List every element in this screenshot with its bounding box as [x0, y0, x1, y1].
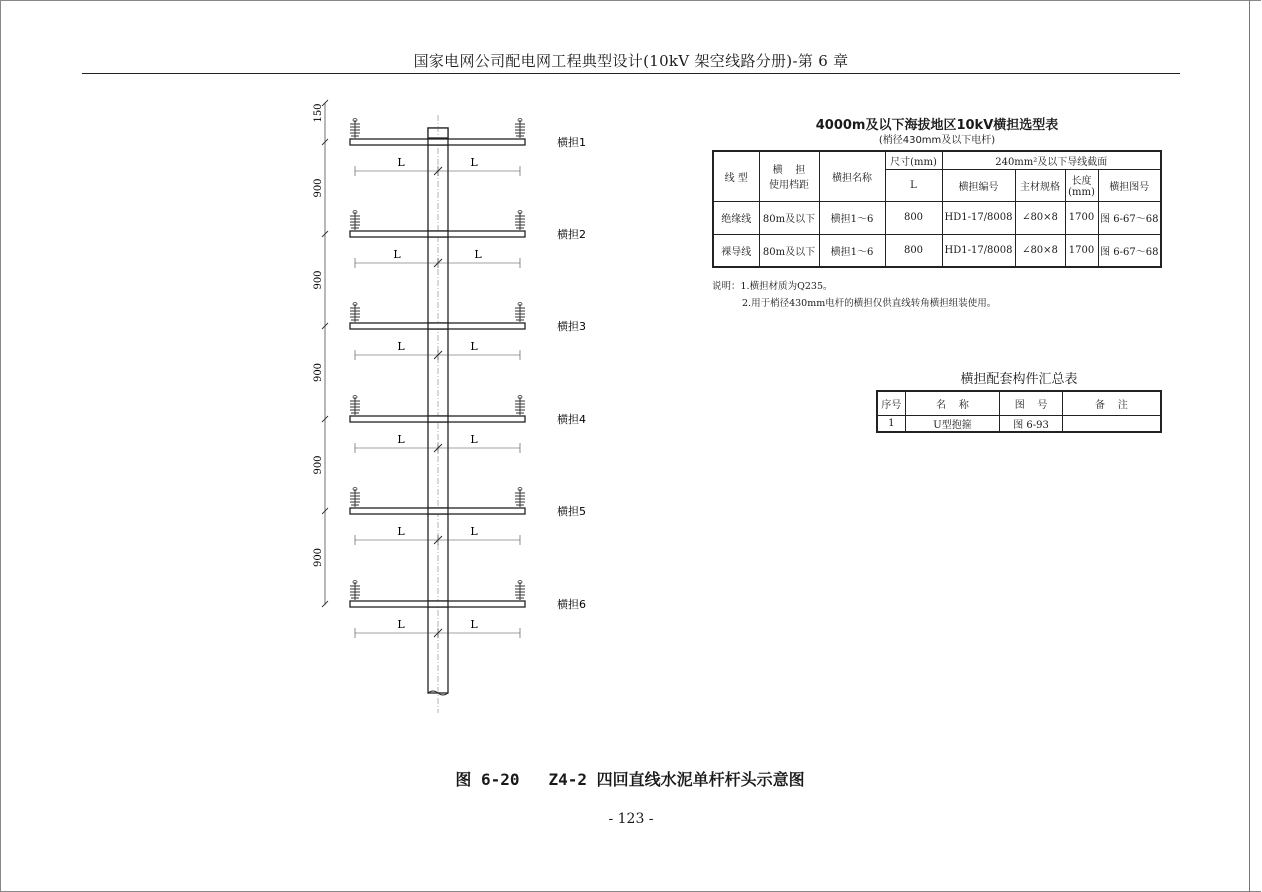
parts-summary-table	[876, 390, 1162, 433]
crossarm-selection-table	[712, 150, 1162, 268]
cell-no: 1	[877, 415, 905, 432]
insulator-icon	[515, 396, 525, 416]
note-2: 2.用于梢径430mm电杆的横担仅供直线转角横担组装使用。	[742, 298, 997, 309]
dimension-label: 900	[313, 362, 324, 383]
dimension-label: 900	[313, 178, 324, 198]
cell-length: 1700	[1065, 234, 1098, 267]
cell-code: HD1-17/8008	[942, 234, 1015, 267]
span-label: L	[474, 248, 482, 261]
crossarm-label: 横担5	[557, 505, 586, 518]
header-size: 尺寸(mm)	[885, 151, 942, 169]
header-crossarm-span-line2: 使用档距	[769, 180, 809, 192]
header-drawing-no: 图 号	[1000, 391, 1062, 415]
selection-table-title: 4000m及以下海拔地区10kV横担选型表	[815, 118, 1059, 133]
span-label: L	[470, 156, 478, 169]
cell-name: U型抱箍	[905, 415, 1000, 432]
dimension-label: 900	[313, 270, 324, 290]
insulator-icon	[515, 488, 525, 508]
parts-table-title: 横担配套构件汇总表	[960, 372, 1078, 387]
table-row	[877, 415, 1161, 432]
header-length-line2: (mm)	[1068, 187, 1095, 198]
selection-table-subtitle: (梢径430mm及以下电杆)	[878, 135, 996, 146]
cell-span: 80m及以下	[759, 234, 819, 267]
cell-L: 800	[885, 201, 942, 234]
page-header-title: 国家电网公司配电网工程典型设计(10kV 架空线路分册)-第 6 章	[413, 52, 849, 70]
header-crossarm-name: 横担名称	[819, 151, 885, 201]
dimension-label: 900	[313, 455, 324, 475]
cell-L: 800	[885, 234, 942, 267]
cell-spec: ∠80×8	[1015, 201, 1065, 234]
cell-spec: ∠80×8	[1015, 234, 1065, 267]
cell-drawing-no: 图 6-93	[1000, 415, 1062, 432]
dimension-label: 900	[313, 547, 324, 568]
header-length	[1065, 169, 1098, 201]
header-name: 名 称	[905, 391, 1000, 415]
crossarm-label: 横担4	[557, 413, 586, 426]
span-label: L	[397, 156, 405, 169]
figure-caption: 图 6-20 Z4-2 四回直线水泥单杆杆头示意图	[455, 770, 805, 789]
span-label: L	[470, 618, 478, 631]
span-label: L	[470, 340, 478, 353]
span-label: L	[470, 433, 478, 446]
insulator-icon	[350, 396, 360, 416]
header-spec: 主材规格	[1015, 169, 1065, 201]
pole	[428, 115, 448, 713]
crossarm-label: 横担2	[557, 228, 586, 241]
cell-remark	[1062, 415, 1161, 432]
crossarm-label: 横担6	[557, 598, 586, 611]
span-label: L	[470, 525, 478, 538]
cell-name: 横担1～6	[819, 234, 885, 267]
insulator-icon	[350, 211, 360, 231]
table-row	[713, 234, 1161, 267]
header-crossarm-span-line1: 横 担	[772, 165, 806, 177]
cell-name: 横担1～6	[819, 201, 885, 234]
header-line-type: 线 型	[713, 151, 759, 201]
crossarm-label: 横担3	[557, 320, 586, 333]
cell-line-type: 绝缘线	[713, 201, 759, 234]
dimension-label: 150	[313, 103, 324, 123]
cell-line-type: 裸导线	[713, 234, 759, 267]
header-length-line1: 长度	[1071, 176, 1092, 187]
header-code: 横担编号	[942, 169, 1015, 201]
header-crossarm-span	[759, 151, 819, 201]
insulator-icon	[350, 303, 360, 323]
note-1: 说明：1.横担材质为Q235。	[712, 281, 833, 292]
notes	[712, 278, 996, 312]
page-edge	[1249, 0, 1250, 892]
insulator-icon	[515, 581, 525, 601]
insulator-icon	[515, 303, 525, 323]
span-label: L	[397, 340, 405, 353]
header-L: L	[885, 169, 942, 201]
insulator-icon	[350, 488, 360, 508]
cell-span: 80m及以下	[759, 201, 819, 234]
header-remark: 备 注	[1062, 391, 1161, 415]
span-label: L	[397, 618, 405, 631]
table-row	[713, 201, 1161, 234]
span-label: L	[393, 248, 401, 261]
insulator-icon	[350, 119, 360, 139]
header-no: 序号	[877, 391, 905, 415]
cell-code: HD1-17/8008	[942, 201, 1015, 234]
crossarm-label: 横担1	[557, 136, 586, 149]
cell-length: 1700	[1065, 201, 1098, 234]
cell-drawing-no: 图 6-67～68	[1098, 234, 1161, 267]
span-label: L	[397, 433, 405, 446]
cell-drawing-no: 图 6-67～68	[1098, 201, 1161, 234]
page-number: - 123 -	[608, 811, 654, 827]
header-section: 240mm²及以下导线截面	[942, 151, 1161, 169]
header-drawing-no: 横担图号	[1098, 169, 1161, 201]
header-rule	[82, 73, 1180, 74]
insulator-icon	[515, 211, 525, 231]
insulator-icon	[350, 581, 360, 601]
pole-head-drawing	[290, 95, 630, 720]
insulator-icon	[515, 119, 525, 139]
span-label: L	[397, 525, 405, 538]
